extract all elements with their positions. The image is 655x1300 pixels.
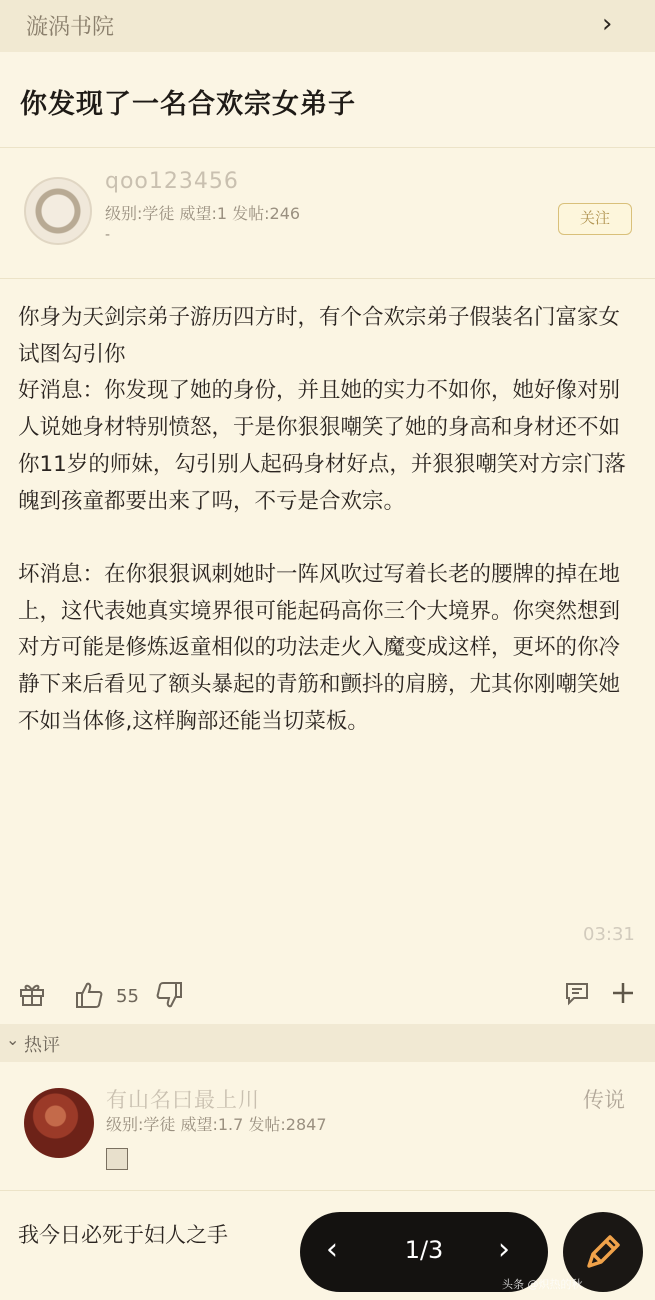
plus-icon[interactable]	[610, 980, 636, 1010]
commenter-rank: 传说	[583, 1088, 625, 1112]
paragraph-gap	[18, 520, 638, 557]
chevron-down-icon[interactable]: ⌄	[6, 1030, 20, 1049]
post-time: 03:31	[583, 924, 635, 945]
post-paragraph: 好消息：你发现了她的身份，并且她的实力不如你，她好像对别人说她身材特别愤怒，于是你狠狠嘲笑了她的身高和身材还不如你11岁的师妹，勾引别人起码身材好点，并狠狠嘲笑对方宗门落魄到孩童都要出来了吗，不亏是合欢宗。	[18, 378, 626, 514]
post-title: 你发现了一名合欢宗女弟子	[20, 89, 356, 120]
site-name[interactable]: 漩涡书院	[26, 15, 115, 40]
comment-icon[interactable]	[564, 980, 590, 1010]
thumbs-up-icon[interactable]	[74, 980, 104, 1014]
commenter-meta: 级别:学徒 威望:1.7 发帖:2847	[106, 1115, 327, 1134]
commenter-badge-icon	[106, 1148, 128, 1170]
author-dot: -	[105, 227, 111, 243]
author-meta: 级别:学徒 威望:1 发帖:246	[105, 204, 301, 223]
author-avatar[interactable]	[24, 177, 92, 245]
commenter-avatar[interactable]	[24, 1088, 94, 1158]
author-section	[0, 149, 655, 279]
follow-button[interactable]: 关注	[558, 203, 632, 235]
action-bar	[0, 970, 655, 1022]
chevron-right-icon[interactable]: ›	[498, 1232, 510, 1267]
watermark: 头条 @炽热的秋	[502, 1278, 583, 1291]
hot-comments-label: 热评	[24, 1035, 60, 1056]
like-count: 55	[116, 986, 139, 1007]
hot-comments-header[interactable]	[0, 1024, 655, 1062]
gift-icon[interactable]	[18, 980, 46, 1012]
post-title-section	[0, 52, 655, 148]
post-paragraph: 坏消息：在你狠狠讽刺她时一阵风吹过写着长老的腰牌的掉在地上，这代表她真实境界很可能起码高你三个大境界。你突然想到对方可能是修炼返童相似的功法走火入魔变成这样，更坏的你冷静下来后看见了额头暴起的青筋和颤抖的肩膀，尤其你刚嘲笑她不如当体修,这样胸部还能当切菜板。	[18, 561, 621, 734]
commenter-name[interactable]: 有山名曰最上川	[106, 1088, 260, 1112]
post-paragraph: 你身为天剑宗弟子游历四方时，有个合欢宗弟子假装名门富家女试图勾引你	[18, 305, 621, 367]
chevron-right-icon[interactable]: ›	[602, 9, 613, 39]
chevron-left-icon[interactable]: ‹	[326, 1232, 338, 1267]
top-bar	[0, 0, 655, 52]
post-body	[18, 300, 638, 740]
comment-text: 我今日必死于妇人之手	[18, 1223, 228, 1247]
divider	[0, 1190, 655, 1191]
thumbs-down-icon[interactable]	[156, 980, 184, 1014]
author-name[interactable]: qoo123456	[105, 169, 239, 194]
page-indicator: 1/3	[404, 1236, 444, 1264]
